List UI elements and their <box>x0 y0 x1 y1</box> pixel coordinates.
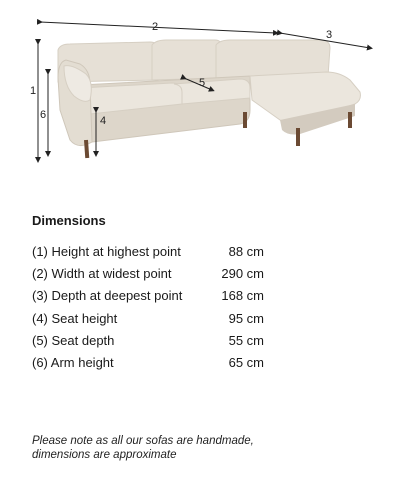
dimension-label: (6) Arm height <box>32 354 114 370</box>
dimensions-title: Dimensions <box>32 213 106 228</box>
dimension-value: 65 cm <box>228 354 264 370</box>
sofa-diagram-svg <box>0 0 400 200</box>
dimension-value: 168 cm <box>221 288 264 304</box>
dimension-row-height <box>32 243 272 265</box>
dimension-value: 55 cm <box>228 332 264 348</box>
dimension-label: (5) Seat depth <box>32 332 115 348</box>
dimension-label: (2) Width at widest point <box>32 266 172 282</box>
dimension-value: 95 cm <box>228 310 264 326</box>
dimension-row-width <box>32 265 272 287</box>
dimension-value: 88 cm <box>228 244 264 259</box>
sofa-dimension-diagram <box>0 0 400 200</box>
note-line-1: Please note as all our sofas are handmade, <box>32 435 254 447</box>
marker-5: 5 <box>199 77 206 89</box>
dimension-label: (1) Height at highest point <box>32 244 181 259</box>
marker-1: 1 <box>30 85 37 97</box>
sofa-illustration <box>58 40 360 158</box>
note-line-2: dimensions are approximate <box>32 449 177 461</box>
dimension-label: (3) Depth at deepest point <box>32 288 183 304</box>
dimension-row-seat-depth <box>32 332 272 354</box>
marker-4: 4 <box>100 115 107 127</box>
dimensions-list <box>32 243 272 376</box>
marker-6: 6 <box>40 109 47 121</box>
dimension-row-arm-height <box>32 354 272 376</box>
marker-2: 2 <box>152 21 159 33</box>
dimension-row-depth <box>32 287 272 309</box>
dimension-row-seat-height <box>32 310 272 332</box>
handmade-note <box>32 434 362 462</box>
dimension-label: (4) Seat height <box>32 310 118 326</box>
dimension-value: 290 cm <box>221 266 264 282</box>
marker-3: 3 <box>326 29 333 41</box>
